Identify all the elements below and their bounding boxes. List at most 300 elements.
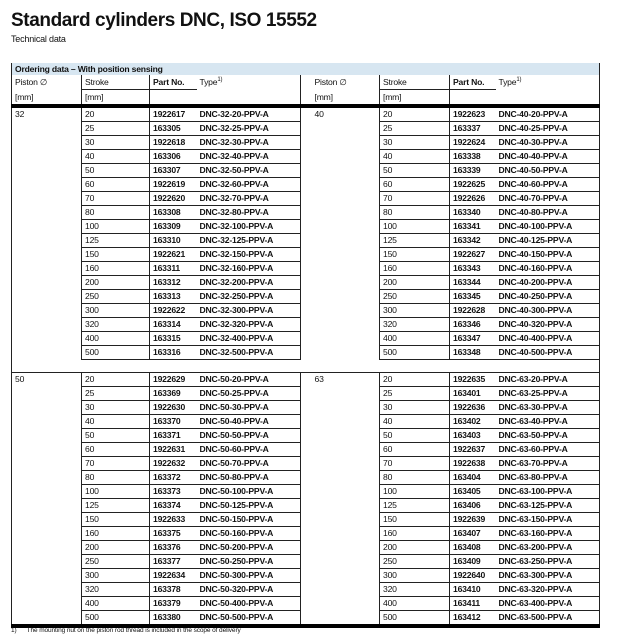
stroke-value: 250: [380, 555, 450, 569]
table-row: [12, 415, 600, 429]
header-stroke-unit: [mm]: [82, 90, 150, 107]
column-gap: [301, 429, 312, 443]
part-number: 163403: [450, 429, 496, 443]
stroke-value: 150: [380, 248, 450, 262]
column-gap: [301, 332, 312, 346]
stroke-value: 70: [82, 192, 150, 206]
table-row: [12, 569, 600, 583]
part-number: 163378: [150, 583, 197, 597]
table-row: [12, 597, 600, 611]
part-number: 1922638: [450, 457, 496, 471]
type-code: DNC-32-80-PPV-A: [197, 206, 301, 220]
stroke-value: 60: [380, 443, 450, 457]
part-number: 163343: [450, 262, 496, 276]
part-number: 163315: [150, 332, 197, 346]
table-row: [12, 290, 600, 304]
table-row: [12, 178, 600, 192]
stroke-value: 300: [380, 569, 450, 583]
column-gap: [301, 611, 312, 627]
footnote-text: The mounting nut on the piston rod thread is included in the scope of delivery: [26, 627, 241, 634]
header-type-label: Type: [199, 77, 218, 87]
part-number: 1922624: [450, 136, 496, 150]
part-number: 163404: [450, 471, 496, 485]
part-number: 163339: [450, 164, 496, 178]
header-type-blank: [496, 90, 600, 107]
part-number: 163341: [450, 220, 496, 234]
type-code: DNC-50-100-PPV-A: [197, 485, 301, 499]
column-gap: [301, 75, 312, 90]
stroke-value: 320: [380, 583, 450, 597]
part-number: 1922623: [450, 106, 496, 122]
stroke-value: 500: [82, 611, 150, 627]
header-piston-unit: [mm]: [12, 90, 82, 107]
type-code: DNC-32-500-PPV-A: [197, 346, 301, 360]
type-code: DNC-50-160-PPV-A: [197, 527, 301, 541]
stroke-value: 320: [82, 583, 150, 597]
part-number: 163340: [450, 206, 496, 220]
table-row: [12, 471, 600, 485]
ordering-data-table: [11, 63, 600, 628]
type-code: DNC-40-125-PPV-A: [496, 234, 600, 248]
column-gap: [301, 513, 312, 527]
header-part-no-blank: [450, 90, 496, 107]
part-number: 1922640: [450, 569, 496, 583]
stroke-value: 160: [82, 262, 150, 276]
type-code: DNC-50-80-PPV-A: [197, 471, 301, 485]
stroke-value: 25: [82, 122, 150, 136]
table-caption-row: [12, 63, 600, 75]
stroke-value: 160: [380, 527, 450, 541]
part-number: 163313: [150, 290, 197, 304]
part-number: 1922621: [150, 248, 197, 262]
table-row: [12, 164, 600, 178]
spacer-cell: [12, 360, 496, 373]
column-gap: [301, 304, 312, 318]
table-row: [12, 443, 600, 457]
header-stroke: Stroke: [380, 75, 450, 90]
stroke-value: 500: [380, 346, 450, 360]
part-number: 1922630: [150, 401, 197, 415]
type-code: DNC-32-400-PPV-A: [197, 332, 301, 346]
type-code: DNC-50-300-PPV-A: [197, 569, 301, 583]
type-code: DNC-50-25-PPV-A: [197, 387, 301, 401]
stroke-value: 200: [82, 276, 150, 290]
column-gap: [301, 555, 312, 569]
table-row: [12, 527, 600, 541]
part-number: 1922620: [150, 192, 197, 206]
type-code: DNC-40-500-PPV-A: [496, 346, 600, 360]
stroke-value: 400: [380, 332, 450, 346]
header-type-label: Type: [498, 77, 517, 87]
type-code: DNC-32-70-PPV-A: [197, 192, 301, 206]
type-code: DNC-32-25-PPV-A: [197, 122, 301, 136]
type-code: DNC-40-100-PPV-A: [496, 220, 600, 234]
part-number: 163346: [450, 318, 496, 332]
stroke-value: 320: [380, 318, 450, 332]
header-type-blank: [197, 90, 301, 107]
table-row: [12, 555, 600, 569]
type-code: DNC-50-70-PPV-A: [197, 457, 301, 471]
table-caption: Ordering data – With position sensing: [12, 63, 600, 75]
part-number: 163409: [450, 555, 496, 569]
stroke-value: 100: [82, 220, 150, 234]
stroke-value: 150: [82, 513, 150, 527]
type-code: DNC-50-200-PPV-A: [197, 541, 301, 555]
type-code: DNC-32-160-PPV-A: [197, 262, 301, 276]
part-number: 163401: [450, 387, 496, 401]
part-number: 1922639: [450, 513, 496, 527]
part-number: 163309: [150, 220, 197, 234]
part-number: 163379: [150, 597, 197, 611]
column-gap: [301, 290, 312, 304]
type-code: DNC-40-80-PPV-A: [496, 206, 600, 220]
stroke-value: 300: [380, 304, 450, 318]
part-number: 163306: [150, 150, 197, 164]
part-number: 163402: [450, 415, 496, 429]
header-piston: Piston ∅: [314, 77, 347, 87]
type-code: DNC-40-50-PPV-A: [496, 164, 600, 178]
column-gap: [301, 401, 312, 415]
stroke-value: 250: [82, 555, 150, 569]
table-row: [12, 583, 600, 597]
stroke-value: 60: [82, 443, 150, 457]
part-number: 163344: [450, 276, 496, 290]
header-part-no: Part No.: [450, 75, 496, 90]
type-code: DNC-63-160-PPV-A: [496, 527, 600, 541]
part-number: 163316: [150, 346, 197, 360]
part-number: 1922619: [150, 178, 197, 192]
type-code: DNC-40-20-PPV-A: [496, 106, 600, 122]
table-row: [12, 387, 600, 401]
group-spacer-row: [12, 360, 600, 373]
table-row: [12, 192, 600, 206]
type-code: DNC-63-70-PPV-A: [496, 457, 600, 471]
type-code: DNC-50-50-PPV-A: [197, 429, 301, 443]
type-code: DNC-32-60-PPV-A: [197, 178, 301, 192]
header-stroke-unit: [mm]: [380, 90, 450, 107]
stroke-value: 40: [82, 415, 150, 429]
column-gap: [301, 346, 312, 360]
stroke-value: 80: [380, 206, 450, 220]
table-row: [12, 611, 600, 627]
part-number: 163406: [450, 499, 496, 513]
column-gap: [301, 136, 312, 150]
type-code: DNC-63-320-PPV-A: [496, 583, 600, 597]
type-code: DNC-63-25-PPV-A: [496, 387, 600, 401]
stroke-value: 70: [380, 192, 450, 206]
column-gap: [301, 206, 312, 220]
part-number: 163314: [150, 318, 197, 332]
piston-diameter: 32: [12, 106, 82, 360]
stroke-value: 80: [82, 471, 150, 485]
stroke-value: 200: [380, 276, 450, 290]
table-row: [12, 401, 600, 415]
column-gap: [301, 485, 312, 499]
part-number: 163377: [150, 555, 197, 569]
column-gap: [301, 415, 312, 429]
part-number: 1922636: [450, 401, 496, 415]
stroke-value: 40: [380, 150, 450, 164]
table-row: [12, 136, 600, 150]
stroke-value: 60: [82, 178, 150, 192]
stroke-value: 80: [380, 471, 450, 485]
part-number: 163307: [150, 164, 197, 178]
part-number: 1922622: [150, 304, 197, 318]
part-number: 163342: [450, 234, 496, 248]
table-row: [12, 346, 600, 360]
part-number: 163312: [150, 276, 197, 290]
type-code: DNC-63-20-PPV-A: [496, 373, 600, 387]
part-number: 163337: [450, 122, 496, 136]
header-part-no: Part No.: [150, 75, 197, 90]
type-code: DNC-63-40-PPV-A: [496, 415, 600, 429]
stroke-value: 125: [380, 234, 450, 248]
type-code: DNC-63-100-PPV-A: [496, 485, 600, 499]
table-row: [12, 429, 600, 443]
table-row: [12, 304, 600, 318]
stroke-value: 60: [380, 178, 450, 192]
part-number: 163374: [150, 499, 197, 513]
stroke-value: 50: [380, 164, 450, 178]
stroke-value: 70: [82, 457, 150, 471]
stroke-value: 500: [380, 611, 450, 627]
table-row: [12, 457, 600, 471]
table-row: [12, 206, 600, 220]
footnote-ref: 1): [217, 77, 223, 84]
column-gap: [301, 248, 312, 262]
part-number: 1922635: [450, 373, 496, 387]
column-gap: [301, 90, 312, 107]
stroke-value: 40: [82, 150, 150, 164]
footnote-marker: 1): [11, 627, 17, 634]
part-number: 163345: [450, 290, 496, 304]
column-gap: [301, 164, 312, 178]
stroke-value: 125: [82, 499, 150, 513]
stroke-value: 30: [82, 401, 150, 415]
type-code: DNC-63-80-PPV-A: [496, 471, 600, 485]
column-gap: [301, 220, 312, 234]
stroke-value: 30: [380, 136, 450, 150]
stroke-value: 100: [380, 220, 450, 234]
stroke-value: 250: [82, 290, 150, 304]
stroke-value: 30: [82, 136, 150, 150]
part-number: 1922633: [150, 513, 197, 527]
stroke-value: 400: [82, 332, 150, 346]
header-type: [197, 75, 301, 90]
part-number: 1922625: [450, 178, 496, 192]
type-code: DNC-63-200-PPV-A: [496, 541, 600, 555]
column-gap: [301, 192, 312, 206]
header-part-no-blank: [150, 90, 197, 107]
part-number: 163380: [150, 611, 197, 627]
page-subtitle: Technical data: [11, 34, 66, 44]
stroke-value: 150: [380, 513, 450, 527]
column-gap: [301, 106, 312, 122]
part-number: 1922637: [450, 443, 496, 457]
stroke-value: 25: [82, 387, 150, 401]
stroke-value: 320: [82, 318, 150, 332]
stroke-value: 250: [380, 290, 450, 304]
part-number: 163338: [450, 150, 496, 164]
column-unit-row: [12, 90, 600, 107]
part-number: 163371: [150, 429, 197, 443]
column-gap: [301, 276, 312, 290]
type-code: DNC-50-250-PPV-A: [197, 555, 301, 569]
part-number: 163308: [150, 206, 197, 220]
column-gap: [301, 262, 312, 276]
column-gap: [301, 499, 312, 513]
type-code: DNC-50-400-PPV-A: [197, 597, 301, 611]
part-number: 1922617: [150, 106, 197, 122]
stroke-value: 500: [82, 346, 150, 360]
stroke-value: 20: [82, 106, 150, 122]
column-gap: [301, 527, 312, 541]
header-piston-unit: [mm]: [312, 90, 380, 107]
type-code: DNC-63-125-PPV-A: [496, 499, 600, 513]
type-code: DNC-50-320-PPV-A: [197, 583, 301, 597]
column-gap: [301, 234, 312, 248]
type-code: DNC-40-160-PPV-A: [496, 262, 600, 276]
type-code: DNC-40-40-PPV-A: [496, 150, 600, 164]
part-number: 163410: [450, 583, 496, 597]
stroke-value: 25: [380, 387, 450, 401]
part-number: 163305: [150, 122, 197, 136]
column-gap: [301, 178, 312, 192]
table-row: [12, 150, 600, 164]
type-code: DNC-40-30-PPV-A: [496, 136, 600, 150]
stroke-value: 125: [380, 499, 450, 513]
stroke-value: 400: [82, 597, 150, 611]
part-number: 163408: [450, 541, 496, 555]
type-code: DNC-50-60-PPV-A: [197, 443, 301, 457]
stroke-value: 50: [82, 164, 150, 178]
piston-diameter: 40: [314, 109, 324, 119]
type-code: DNC-40-60-PPV-A: [496, 178, 600, 192]
type-code: DNC-32-250-PPV-A: [197, 290, 301, 304]
part-number: 163407: [450, 527, 496, 541]
type-code: DNC-63-60-PPV-A: [496, 443, 600, 457]
type-code: DNC-63-250-PPV-A: [496, 555, 600, 569]
part-number: 163372: [150, 471, 197, 485]
table-row: [12, 248, 600, 262]
type-code: DNC-40-150-PPV-A: [496, 248, 600, 262]
part-number: 163376: [150, 541, 197, 555]
part-number: 163412: [450, 611, 496, 627]
stroke-value: 300: [82, 304, 150, 318]
type-code: DNC-40-250-PPV-A: [496, 290, 600, 304]
column-gap: [301, 569, 312, 583]
stroke-value: 100: [82, 485, 150, 499]
column-gap: [301, 387, 312, 401]
spacer-cell: [496, 360, 600, 373]
part-number: 163370: [150, 415, 197, 429]
part-number: 1922628: [450, 304, 496, 318]
type-code: DNC-40-70-PPV-A: [496, 192, 600, 206]
stroke-value: 200: [82, 541, 150, 555]
type-code: DNC-40-400-PPV-A: [496, 332, 600, 346]
part-number: 1922632: [150, 457, 197, 471]
table-row: [12, 332, 600, 346]
part-number: 163347: [450, 332, 496, 346]
type-code: DNC-32-300-PPV-A: [197, 304, 301, 318]
table-row: [12, 513, 600, 527]
stroke-value: 150: [82, 248, 150, 262]
type-code: DNC-32-40-PPV-A: [197, 150, 301, 164]
column-gap: [301, 597, 312, 611]
type-code: DNC-40-300-PPV-A: [496, 304, 600, 318]
stroke-value: 20: [380, 106, 450, 122]
part-number: 163411: [450, 597, 496, 611]
table-row: [12, 373, 600, 387]
part-number: 163375: [150, 527, 197, 541]
stroke-value: 40: [380, 415, 450, 429]
type-code: DNC-50-125-PPV-A: [197, 499, 301, 513]
part-number: 163369: [150, 387, 197, 401]
type-code: DNC-32-200-PPV-A: [197, 276, 301, 290]
column-gap: [301, 457, 312, 471]
column-gap: [301, 150, 312, 164]
stroke-value: 160: [380, 262, 450, 276]
part-number: 1922627: [450, 248, 496, 262]
column-gap: [301, 373, 312, 387]
header-piston: Piston ∅: [12, 75, 82, 90]
stroke-value: 300: [82, 569, 150, 583]
column-gap: [301, 471, 312, 485]
column-header-row: [12, 75, 600, 90]
type-code: DNC-63-400-PPV-A: [496, 597, 600, 611]
column-gap: [301, 122, 312, 136]
type-code: DNC-50-150-PPV-A: [197, 513, 301, 527]
stroke-value: 50: [380, 429, 450, 443]
type-code: DNC-63-30-PPV-A: [496, 401, 600, 415]
piston-diameter: 63: [312, 373, 380, 627]
page-title: Standard cylinders DNC, ISO 15552: [11, 10, 317, 31]
part-number: 1922629: [150, 373, 197, 387]
type-code: DNC-50-30-PPV-A: [197, 401, 301, 415]
stroke-value: 20: [380, 373, 450, 387]
type-code: DNC-32-50-PPV-A: [197, 164, 301, 178]
table-row: [12, 234, 600, 248]
part-number: 1922626: [450, 192, 496, 206]
part-number: 163373: [150, 485, 197, 499]
table-row: [12, 499, 600, 513]
stroke-value: 70: [380, 457, 450, 471]
stroke-value: 25: [380, 122, 450, 136]
column-gap: [301, 583, 312, 597]
piston-diameter: 50: [12, 373, 82, 627]
stroke-value: 400: [380, 597, 450, 611]
column-gap: [301, 541, 312, 555]
part-number: 1922634: [150, 569, 197, 583]
table-row: [12, 541, 600, 555]
type-code: DNC-40-320-PPV-A: [496, 318, 600, 332]
type-code: DNC-63-500-PPV-A: [496, 611, 600, 627]
type-code: DNC-63-300-PPV-A: [496, 569, 600, 583]
stroke-value: 200: [380, 541, 450, 555]
type-code: DNC-32-320-PPV-A: [197, 318, 301, 332]
type-code: DNC-32-125-PPV-A: [197, 234, 301, 248]
stroke-value: 100: [380, 485, 450, 499]
type-code: DNC-63-50-PPV-A: [496, 429, 600, 443]
type-code: DNC-40-25-PPV-A: [496, 122, 600, 136]
stroke-value: 80: [82, 206, 150, 220]
header-stroke: Stroke: [82, 75, 150, 90]
type-code: DNC-63-150-PPV-A: [496, 513, 600, 527]
type-code: DNC-50-500-PPV-A: [197, 611, 301, 627]
table-row: [12, 276, 600, 290]
table-row: [12, 318, 600, 332]
table-row: [12, 122, 600, 136]
